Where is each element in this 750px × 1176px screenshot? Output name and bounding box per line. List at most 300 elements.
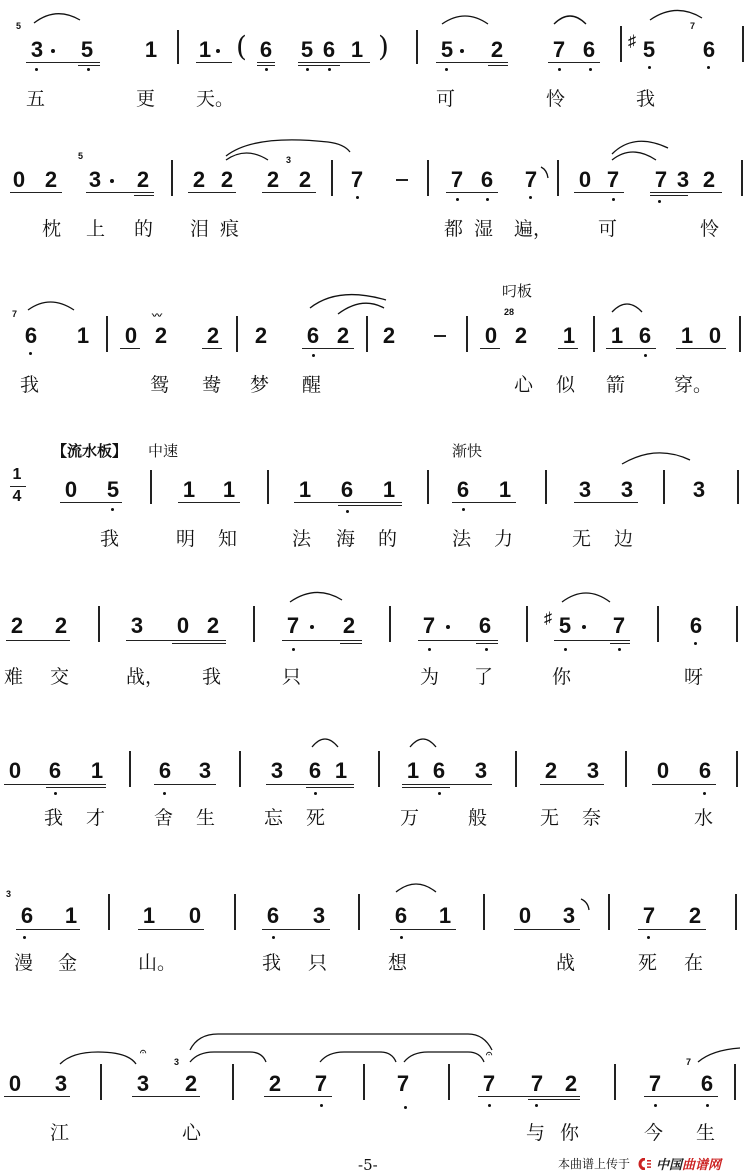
low-dot: [404, 1106, 407, 1109]
barline: [739, 316, 741, 352]
lyric: 上: [86, 218, 106, 240]
tempo-label: 中速: [148, 442, 179, 460]
low-dot: [658, 200, 661, 203]
low-dot: [111, 508, 114, 511]
aug-dot: [310, 625, 314, 629]
low-dot: [320, 1104, 323, 1107]
lyric: 怜: [700, 218, 720, 240]
barline: [483, 894, 485, 930]
low-dot: [265, 68, 268, 71]
underline: [264, 1096, 332, 1097]
lyric: 战，: [126, 666, 165, 688]
note: 6: [702, 37, 716, 62]
lyric: 枕: [42, 218, 62, 240]
low-dot: [703, 792, 706, 795]
note: 0: [8, 1071, 22, 1096]
lyric: 了: [474, 666, 494, 688]
note: 1: [610, 323, 624, 348]
low-dot: [346, 510, 349, 513]
lyric: 死: [638, 952, 658, 974]
underline: [266, 784, 354, 785]
underline: [402, 787, 450, 788]
note: 3: [136, 1071, 150, 1096]
note: 2: [54, 613, 68, 638]
note: 6: [432, 758, 446, 783]
barline: [593, 316, 595, 352]
annotation-diaoban: 叼板: [502, 282, 533, 300]
underline: [6, 640, 70, 641]
barline: [98, 606, 100, 642]
lyric: 似: [556, 374, 576, 396]
lyric: 奈: [582, 807, 602, 829]
grace-note: 5: [78, 151, 84, 161]
note: 7: [422, 613, 436, 638]
low-dot: [558, 68, 561, 71]
note: 1: [142, 903, 156, 928]
low-dot: [486, 198, 489, 201]
note: 6: [698, 758, 712, 783]
breath-mark: [580, 898, 592, 912]
lyric: 我: [100, 528, 120, 550]
underline: [282, 640, 362, 641]
note: 0: [708, 323, 722, 348]
underline: [298, 62, 370, 63]
lyric: 只: [282, 666, 302, 688]
low-dot: [306, 68, 309, 71]
barline: [545, 470, 547, 504]
underline: [574, 502, 638, 503]
note: 3: [270, 758, 284, 783]
grace-note: 3: [286, 155, 292, 165]
lyric: 想: [388, 952, 408, 974]
note: 3: [676, 167, 690, 192]
low-dot: [612, 198, 615, 201]
low-dot: [163, 792, 166, 795]
note: 2: [688, 903, 702, 928]
logo-text-b: 曲谱网: [682, 1157, 722, 1172]
logo-text-a: 中国: [656, 1157, 683, 1172]
slur: [408, 735, 438, 749]
low-dot: [400, 936, 403, 939]
underline: [306, 787, 354, 788]
underline: [10, 192, 62, 193]
underline: [480, 348, 500, 349]
note: 0: [656, 758, 670, 783]
lyric: 箭: [606, 374, 626, 396]
slur: [620, 450, 692, 466]
slur: [26, 298, 76, 312]
barline: [106, 316, 108, 352]
lyric: 你: [552, 666, 572, 688]
lyric: 你: [560, 1122, 580, 1144]
lyric: 江: [50, 1122, 70, 1144]
aug-dot: [446, 625, 450, 629]
note: 6: [340, 477, 354, 502]
lyric: 鸯: [202, 374, 222, 396]
underline: [338, 505, 402, 506]
note: 3: [692, 477, 706, 502]
lyric: 般: [468, 807, 488, 829]
slur: [696, 1048, 742, 1064]
underline: [294, 502, 402, 503]
note: 5: [106, 477, 120, 502]
underline: [126, 640, 226, 641]
underline: [390, 929, 456, 930]
lyric: 今: [644, 1122, 664, 1144]
lyric: 痕: [220, 218, 240, 240]
note: 3: [474, 758, 488, 783]
lyric: 生: [696, 1122, 716, 1144]
note: 1: [144, 37, 158, 62]
underline: [4, 784, 106, 785]
low-dot: [292, 648, 295, 651]
fermata-icon: 𝄐: [140, 1046, 147, 1058]
note: 6: [456, 477, 470, 502]
lyric: 呀: [684, 666, 704, 688]
note: 5: [558, 613, 572, 638]
lyric: 鸳: [150, 374, 170, 396]
extension-dash: [434, 335, 446, 337]
page-number: -5-: [358, 1156, 378, 1174]
note: 1: [182, 477, 196, 502]
note: 2: [136, 167, 150, 192]
section-label: 【流水板】: [52, 442, 128, 460]
barline: [234, 894, 236, 930]
slur: [394, 880, 438, 894]
grace-note: 3: [174, 1057, 180, 1067]
lyric: 天。: [196, 88, 235, 110]
note: 2: [154, 323, 168, 348]
lyric: 心: [514, 374, 534, 396]
slur: [336, 302, 386, 316]
note: 2: [342, 613, 356, 638]
barline: [253, 606, 255, 642]
lyric: 忘: [264, 807, 284, 829]
barline: [736, 751, 738, 787]
underline: [638, 929, 706, 930]
note: 5: [440, 37, 454, 62]
note: 7: [552, 37, 566, 62]
lyric: 明: [176, 528, 196, 550]
underline: [650, 192, 722, 193]
lyric: 才: [86, 807, 106, 829]
barline: [557, 160, 559, 196]
paren-close: ): [378, 30, 389, 63]
lyric: 我: [20, 374, 40, 396]
slur: [310, 735, 340, 749]
note: 2: [266, 167, 280, 192]
underline: [257, 65, 275, 66]
lyric: 难: [4, 666, 24, 688]
note: 3: [620, 477, 634, 502]
grace-note: 28: [504, 307, 515, 317]
barline: [742, 26, 744, 62]
low-dot: [23, 936, 26, 939]
barline: [232, 1064, 234, 1100]
note: 6: [24, 323, 38, 348]
underline: [134, 195, 154, 196]
note: 2: [10, 613, 24, 638]
lyric: 更: [136, 88, 156, 110]
underline: [418, 640, 498, 641]
note: 7: [524, 167, 538, 192]
lyric: 金: [58, 952, 78, 974]
barline: [614, 1064, 616, 1100]
underline: [558, 348, 578, 349]
site-logo-icon: [638, 1158, 652, 1170]
note: 1: [298, 477, 312, 502]
time-signature-bottom: 4: [12, 488, 22, 505]
low-dot: [564, 648, 567, 651]
barline: [100, 1064, 102, 1100]
note: 6: [582, 37, 596, 62]
note: 0: [64, 477, 78, 502]
barline: [427, 470, 429, 504]
low-dot: [445, 68, 448, 71]
barline: [236, 316, 238, 352]
underline: [262, 192, 316, 193]
score-line-7: [0, 870, 750, 990]
barline: [267, 470, 269, 504]
note: 1: [64, 903, 78, 928]
low-dot: [314, 792, 317, 795]
lyric: 舍: [154, 807, 174, 829]
note: 1: [562, 323, 576, 348]
lyric: 无: [540, 807, 560, 829]
aug-dot: [460, 49, 464, 53]
note: 7: [482, 1071, 496, 1096]
low-dot: [485, 648, 488, 651]
barline: [741, 160, 743, 196]
slur: [224, 150, 270, 162]
note: 5: [80, 37, 94, 62]
note: 3: [30, 37, 44, 62]
grace-note: 7: [686, 1057, 692, 1067]
score-line-4: [0, 430, 750, 560]
note: 2: [184, 1071, 198, 1096]
low-dot: [644, 354, 647, 357]
slur: [610, 300, 644, 314]
note: 0: [8, 758, 22, 783]
slur: [552, 12, 588, 26]
underline: [540, 784, 604, 785]
slur: [402, 1050, 486, 1064]
underline: [60, 502, 122, 503]
underline: [26, 62, 100, 63]
note: 2: [254, 323, 268, 348]
low-dot: [462, 508, 465, 511]
barline: [466, 316, 468, 352]
slur: [32, 10, 82, 25]
note: 7: [642, 903, 656, 928]
note: 6: [20, 903, 34, 928]
lyric: 的: [134, 218, 154, 240]
note: 7: [612, 613, 626, 638]
note: 2: [336, 323, 350, 348]
lyric: 湿: [474, 218, 494, 240]
lyric: 为: [420, 666, 440, 688]
lyric: 我: [636, 88, 656, 110]
underline: [652, 784, 716, 785]
barline: [448, 1064, 450, 1100]
note: 7: [654, 167, 668, 192]
low-dot: [707, 66, 710, 69]
lyric: 穿。: [674, 374, 713, 396]
underline: [4, 1096, 70, 1097]
underline: [436, 62, 508, 63]
underline: [478, 1096, 580, 1097]
lyric: 可: [598, 218, 618, 240]
barline: [150, 470, 152, 504]
underline: [644, 1096, 718, 1097]
note: 3: [198, 758, 212, 783]
note: 6: [689, 613, 703, 638]
slur: [58, 1050, 138, 1066]
slur: [610, 148, 658, 162]
time-signature-top: 1: [12, 466, 22, 483]
slur: [560, 590, 612, 604]
low-dot: [272, 936, 275, 939]
score-line-2: [0, 130, 750, 250]
note: 6: [638, 323, 652, 348]
underline: [476, 643, 498, 644]
lyric: 死: [306, 807, 326, 829]
note: 2: [220, 167, 234, 192]
lyric: 梦: [250, 374, 270, 396]
slur: [648, 6, 704, 22]
low-dot: [328, 68, 331, 71]
lyric: 都: [444, 218, 464, 240]
low-dot: [618, 648, 621, 651]
underline: [196, 62, 232, 63]
barline: [526, 606, 528, 642]
low-dot: [535, 1104, 538, 1107]
note: 2: [544, 758, 558, 783]
note: 6: [306, 323, 320, 348]
note: 7: [396, 1071, 410, 1096]
underline: [46, 787, 106, 788]
note: 3: [130, 613, 144, 638]
note: 6: [394, 903, 408, 928]
note: 0: [12, 167, 26, 192]
low-dot: [589, 68, 592, 71]
low-dot: [647, 936, 650, 939]
underline: [402, 784, 492, 785]
sharp-sign: ♯: [628, 33, 636, 50]
note: 2: [702, 167, 716, 192]
note: 1: [498, 477, 512, 502]
paren-open: (: [236, 30, 247, 63]
note: 0: [578, 167, 592, 192]
note: 2: [490, 37, 504, 62]
note: 2: [564, 1071, 578, 1096]
underline: [120, 348, 140, 349]
grace-note: 7: [12, 309, 18, 319]
underline: [138, 929, 204, 930]
barline: [734, 1064, 736, 1100]
lyric: 力: [494, 528, 514, 550]
underline: [554, 640, 630, 641]
low-dot: [87, 68, 90, 71]
note: 6: [480, 167, 494, 192]
note: 7: [530, 1071, 544, 1096]
slur: [318, 1050, 398, 1064]
underline: [446, 192, 498, 193]
mordent-icon: 〰: [152, 311, 162, 322]
score-line-8: [0, 1010, 750, 1144]
note: 0: [518, 903, 532, 928]
underline: [16, 929, 80, 930]
aug-dot: [582, 625, 586, 629]
underline: [488, 65, 508, 66]
lyric: 交: [50, 666, 70, 688]
note: 1: [76, 323, 90, 348]
underline: [528, 1099, 580, 1100]
breath-mark: [540, 166, 550, 180]
fermata-icon: 𝄐: [486, 1048, 493, 1060]
lyric: 怜: [546, 88, 566, 110]
underline: [340, 643, 362, 644]
low-dot: [428, 648, 431, 651]
lyric: 醒: [302, 374, 322, 396]
note: 6: [478, 613, 492, 638]
tempo-change-label: 渐快: [452, 442, 483, 460]
extension-dash: [396, 179, 408, 181]
note: 1: [438, 903, 452, 928]
note: 7: [450, 167, 464, 192]
note: 3: [88, 167, 102, 192]
note: 0: [484, 323, 498, 348]
note: 7: [648, 1071, 662, 1096]
lyric: 海: [336, 528, 356, 550]
barline: [663, 470, 665, 504]
lyric: 我: [262, 952, 282, 974]
barline: [657, 606, 659, 642]
aug-dot: [110, 179, 114, 183]
barline: [427, 160, 429, 196]
aug-dot: [51, 49, 55, 53]
low-dot: [35, 68, 38, 71]
note: 3: [54, 1071, 68, 1096]
underline: [606, 348, 656, 349]
lyric: 水: [694, 807, 714, 829]
note: 7: [286, 613, 300, 638]
barline: [363, 1064, 365, 1100]
low-dot: [54, 792, 57, 795]
low-dot: [529, 196, 532, 199]
underline: [574, 192, 624, 193]
note: 3: [312, 903, 326, 928]
barline: [171, 160, 173, 196]
score-line-1: [0, 0, 750, 120]
grace-note: 5: [16, 21, 22, 31]
note: 6: [700, 1071, 714, 1096]
lyric: 战: [556, 952, 576, 974]
barline: [737, 470, 739, 504]
underline: [262, 929, 330, 930]
note: 1: [222, 477, 236, 502]
note: 6: [158, 758, 172, 783]
lyric: 边: [614, 528, 634, 550]
upload-text: 本曲谱上传于: [558, 1157, 631, 1171]
lyric: 知: [218, 528, 238, 550]
low-dot: [706, 1104, 709, 1107]
note: 2: [44, 167, 58, 192]
lyric: 五: [26, 88, 46, 110]
score-line-3: [0, 270, 750, 400]
note: 2: [298, 167, 312, 192]
lyric: 生: [196, 807, 216, 829]
